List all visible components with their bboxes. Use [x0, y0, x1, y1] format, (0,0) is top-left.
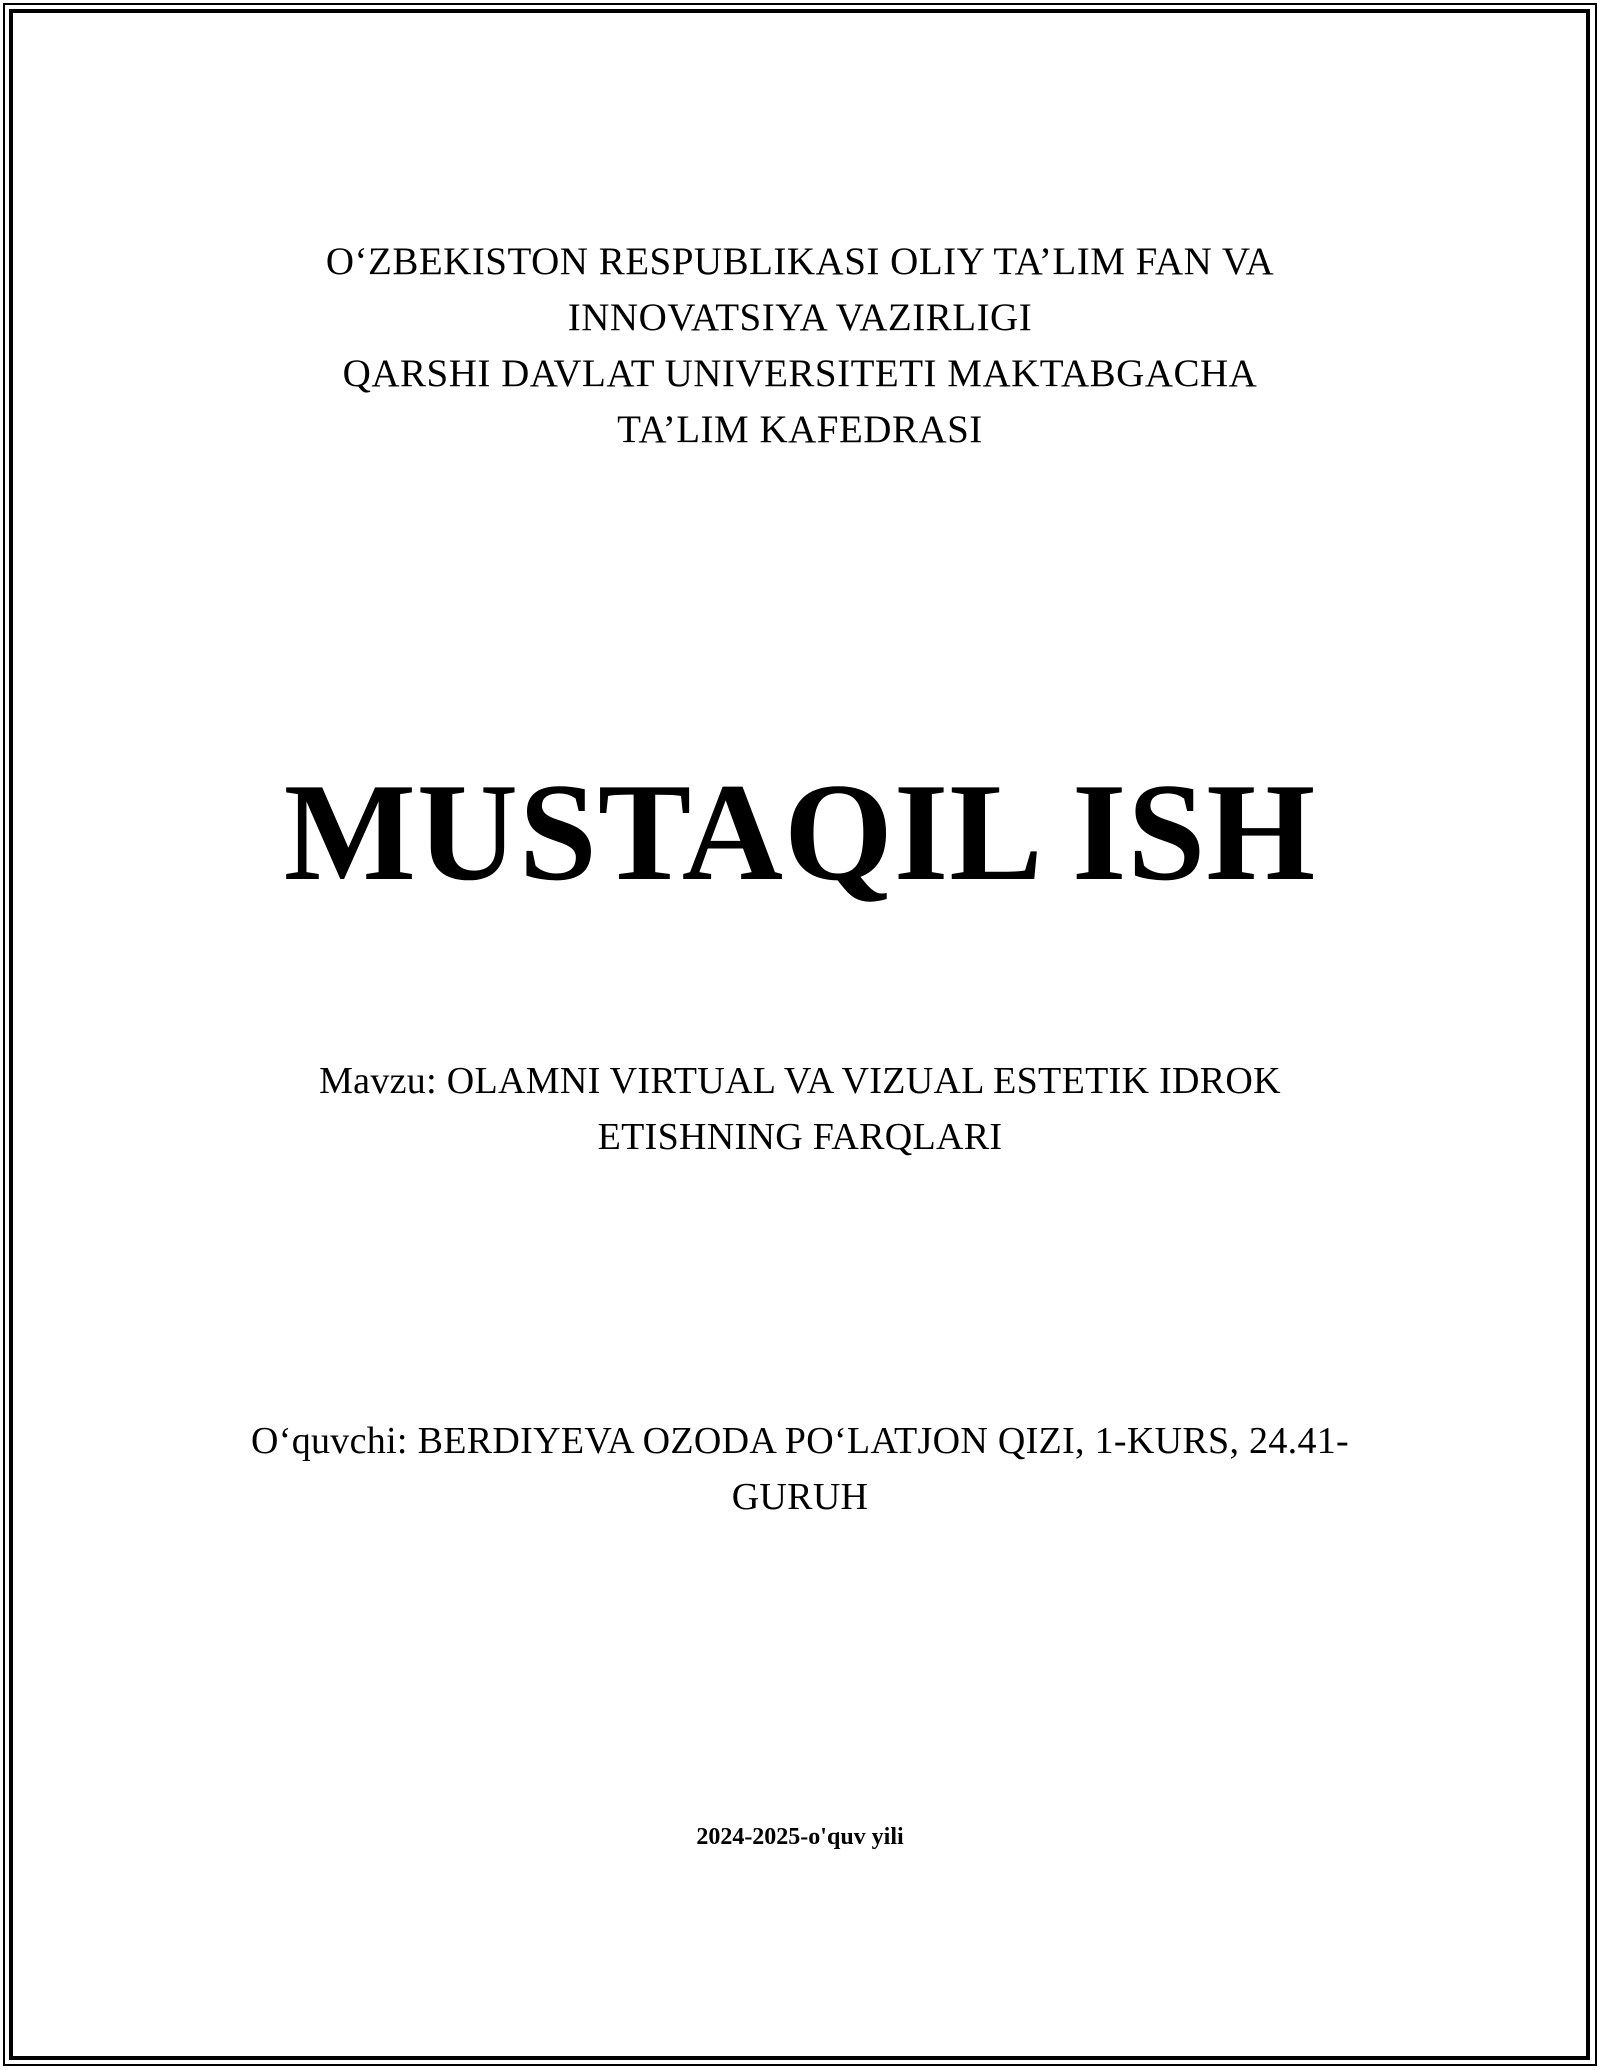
ministry-header-line-3: QARSHI DAVLAT UNIVERSITETI MAKTABGACHA [342, 352, 1258, 395]
student-line-1: O‘quvchi: BERDIYEVA OZODA PO‘LATJON QIZI, 1-KURS, 24.41- [251, 1420, 1349, 1462]
ministry-header [0, 234, 1600, 458]
student-info-section [0, 1413, 1600, 1525]
topic-line-1: Mavzu: OLAMNI VIRTUAL VA VIZUAL ESTETIK IDROK [319, 1060, 1281, 1102]
ministry-header-line-4: TA’LIM KAFEDRASI [617, 408, 983, 451]
document-title: MUSTAQIL ISH [283, 755, 1317, 910]
ministry-header-line-2: INNOVATSIYA VAZIRLIGI [567, 296, 1033, 339]
topic-section [0, 1053, 1600, 1165]
topic-line-2: ETISHNING FARQLARI [597, 1116, 1003, 1158]
academic-year: 2024-2025-o'quv yili [696, 1824, 904, 1850]
student-line-2: GURUH [731, 1476, 869, 1518]
ministry-header-line-1: O‘ZBEKISTON RESPUBLIKASI OLIY TA’LIM FAN VA [325, 240, 1275, 283]
